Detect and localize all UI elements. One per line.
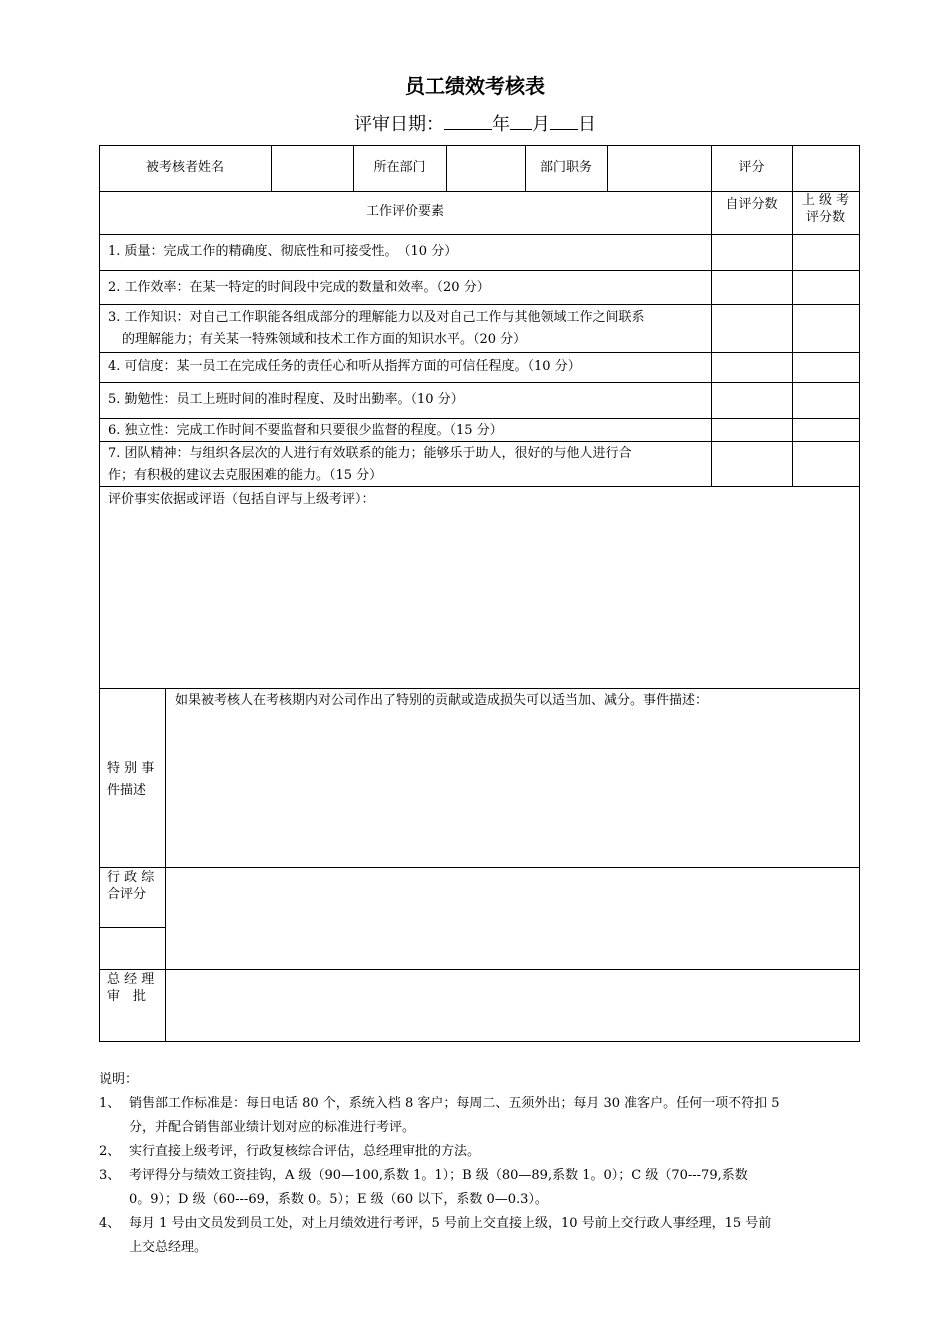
criteria-header: 工作评价要素	[365, 204, 444, 219]
evaluation-table	[99, 145, 860, 1042]
criterion-diligence: 5. 勤勉性：员工上班时间的准时程度、及时出勤率。（10 分）	[108, 392, 464, 407]
self-score-independence[interactable]	[712, 419, 792, 441]
special-events-text: 如果被考核人在考核期内对公司作出了特别的贡献或造成损失可以适当加、减分。事件描述：	[175, 693, 709, 708]
evaluation-basis-label: 评价事实依据或评语（包括自评与上级考评）：	[108, 492, 375, 507]
self-score-knowledge[interactable]	[712, 305, 792, 352]
day-blank[interactable]	[550, 111, 578, 130]
superior-score-efficiency[interactable]	[793, 271, 859, 304]
month-label: 月	[532, 114, 550, 135]
superior-score-teamwork[interactable]	[793, 442, 859, 486]
review-date-line	[0, 110, 950, 136]
criterion-knowledge: 3. 工作知识：对自己工作职能各组成部分的理解能力以及对自己工作与其他领域工作之间联系 的理解能力；有关某一特殊领域和技术工作方面的知识水平。（20 分）	[108, 310, 645, 347]
note-item: 3、 考评得分与绩效工资挂钩，A 级（90—100,系数 1。1）；B 级（80—89,系数 1。0）；C 级（70---79,系数 0。9）；D 级（60---69，系数 0。5）；E 级（60 以下，系数 0—0.3）。	[99, 1168, 748, 1207]
criterion-independence: 6. 独立性：完成工作时间不要监督和只要很少监督的程度。（15 分）	[108, 423, 503, 438]
employee-name-field[interactable]	[272, 146, 353, 191]
note-item: 4、 每月 1 号由文员发到员工处，对上月绩效进行考评，5 号前上交直接上级，10 号前上交行政人事经理，15 号前 上交总经理。	[99, 1216, 772, 1255]
total-score-field[interactable]	[793, 146, 859, 191]
superior-score-knowledge[interactable]	[793, 305, 859, 352]
year-blank[interactable]	[444, 111, 492, 130]
position-label: 部门职务	[539, 160, 592, 175]
gm-approval-area[interactable]	[166, 970, 859, 1041]
admin-score-label: 行 政 综 合评分	[107, 870, 155, 902]
criterion-quality: 1. 质量：完成工作的精确度、彻底性和可接受性。 （10 分）	[108, 244, 458, 259]
superior-score-reliability[interactable]	[793, 353, 859, 382]
position-field[interactable]	[608, 146, 711, 191]
year-label: 年	[492, 114, 510, 135]
self-score-efficiency[interactable]	[712, 271, 792, 304]
department-field[interactable]	[447, 146, 525, 191]
month-blank[interactable]	[510, 111, 532, 130]
department-label: 所在部门	[373, 160, 426, 175]
notes-section	[99, 1068, 839, 1260]
criterion-efficiency: 2. 工作效率：在某一特定的时间段中完成的数量和效率。（20 分）	[108, 280, 490, 295]
employee-name-label: 被考核者姓名	[145, 160, 224, 175]
criterion-teamwork: 7. 团队精神：与组织各层次的人进行有效联系的能力；能够乐于助人，很好的与他人进行合 作；有积极的建议去克服困难的能力。（15 分）	[108, 446, 632, 483]
note-item: 1、 销售部工作标准是：每日电话 80 个，系统入档 8 客户；每周二、五须外出；每月 30 准客户。任何一项不符扣 5 分，并配合销售部业绩计划对应的标准进行考评。	[99, 1096, 780, 1135]
special-events-area[interactable]	[175, 690, 855, 865]
superior-score-diligence[interactable]	[793, 383, 859, 418]
self-score-diligence[interactable]	[712, 383, 792, 418]
gm-approval-label: 总 经 理 审 批	[107, 972, 155, 1004]
page-title: 员工绩效考核表	[405, 74, 545, 98]
self-score-quality[interactable]	[712, 235, 792, 270]
self-score-reliability[interactable]	[712, 353, 792, 382]
superior-score-header: 上 级 考 评分数	[801, 193, 850, 225]
notes-heading: 说明：	[99, 1072, 139, 1087]
review-date-label: 评审日期：	[354, 114, 444, 135]
special-events-label: 特 别 事 件描述	[107, 761, 155, 798]
day-label: 日	[578, 114, 596, 135]
evaluation-basis-area[interactable]	[108, 489, 848, 685]
admin-score-area[interactable]	[166, 868, 859, 969]
superior-score-quality[interactable]	[793, 235, 859, 270]
note-item: 2、 实行直接上级考评，行政复核综合评估，总经理审批的方法。	[99, 1144, 481, 1159]
criterion-reliability: 4. 可信度：某一员工在完成任务的责任心和听从指挥方面的可信任程度。（10 分）	[108, 359, 581, 374]
self-score-teamwork[interactable]	[712, 442, 792, 486]
self-score-header: 自评分数	[725, 197, 778, 212]
score-label: 评分	[738, 160, 765, 175]
superior-score-independence[interactable]	[793, 419, 859, 441]
